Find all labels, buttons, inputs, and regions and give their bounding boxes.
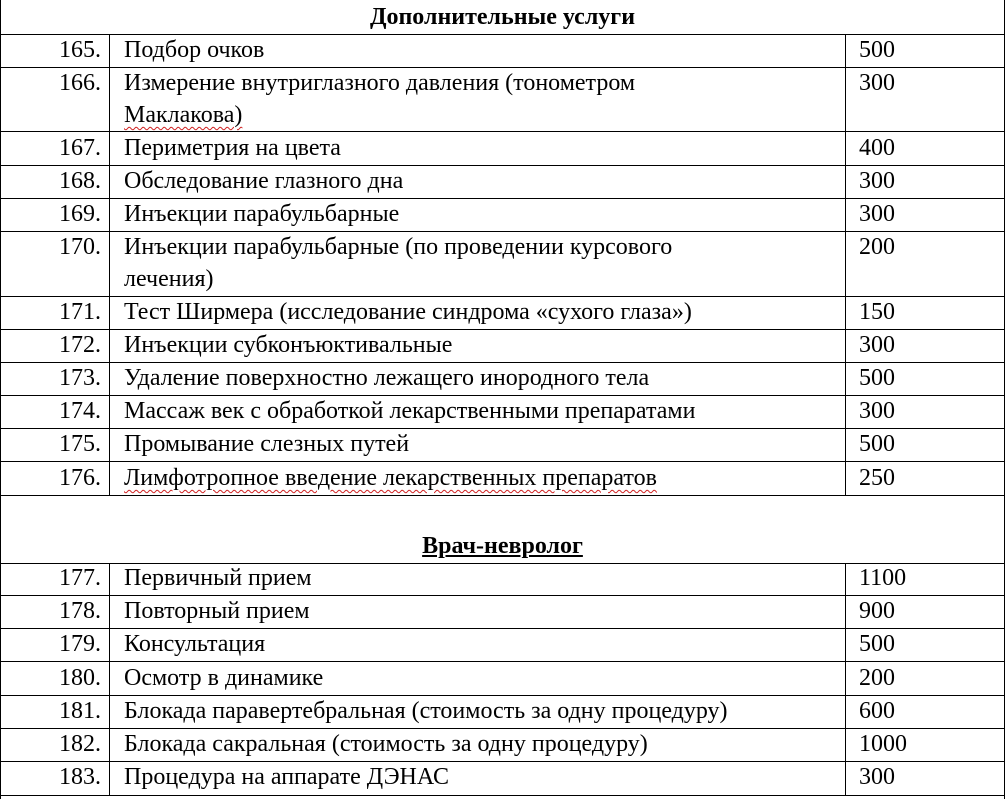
service-name: Инъекции парабульбарные <box>124 201 400 227</box>
section-heading-neurologist <box>0 530 1005 563</box>
service-number: 171. <box>59 299 101 325</box>
service-price: 400 <box>859 135 895 161</box>
service-price: 1100 <box>859 565 907 591</box>
table-row <box>0 462 1005 495</box>
service-number: 179. <box>59 631 101 657</box>
service-name: Блокада паравертебральная (стоимость за одну процедуру) <box>124 698 728 724</box>
service-number: 182. <box>59 731 101 757</box>
table-border <box>109 34 110 495</box>
service-name-continued: Маклакова) <box>124 102 243 128</box>
table-row <box>0 395 1005 428</box>
table-row <box>0 628 1005 661</box>
service-price: 300 <box>859 168 895 194</box>
service-price: 500 <box>859 37 895 63</box>
table-border <box>0 0 1 799</box>
service-price: 500 <box>859 431 895 457</box>
table-row <box>0 362 1005 395</box>
table-row <box>0 728 1005 761</box>
service-number: 169. <box>59 201 101 227</box>
service-price: 300 <box>859 764 895 790</box>
service-number: 166. <box>59 70 101 96</box>
table-row <box>0 132 1005 165</box>
section-heading-additional-services: Дополнительные услуги <box>369 4 636 30</box>
service-name: Первичный прием <box>124 565 312 591</box>
service-number: 167. <box>59 135 101 161</box>
table-row <box>0 761 1005 794</box>
service-number: 175. <box>59 431 101 457</box>
service-price: 300 <box>859 332 895 358</box>
service-name: Лимфотропное введение лекарственных препаратов <box>124 465 657 491</box>
service-price: 250 <box>859 465 895 491</box>
service-price: 900 <box>859 598 895 624</box>
service-name: Осмотр в динамике <box>124 665 324 691</box>
table-row <box>0 662 1005 695</box>
service-price: 200 <box>859 234 895 260</box>
table-border <box>0 795 1005 796</box>
service-name: Блокада сакральная (стоимость за одну процедуру) <box>124 731 648 757</box>
table-row <box>0 562 1005 595</box>
service-name: Инъекции субконъюктивальные <box>124 332 453 358</box>
service-number: 176. <box>59 465 101 491</box>
service-name-continued: лечения) <box>124 266 214 292</box>
table-row <box>0 198 1005 231</box>
service-name: Процедура на аппарате ДЭНАС <box>124 764 450 790</box>
service-number: 180. <box>59 665 101 691</box>
service-number: 165. <box>59 37 101 63</box>
service-number: 183. <box>59 764 101 790</box>
service-name: Удаление поверхностно лежащего инородного тела <box>124 365 650 391</box>
service-name: Подбор очков <box>124 37 265 63</box>
service-number: 181. <box>59 698 101 724</box>
table-border <box>845 563 846 795</box>
service-number: 172. <box>59 332 101 358</box>
service-price: 300 <box>859 70 895 96</box>
service-price: 1000 <box>859 731 907 757</box>
service-number: 174. <box>59 398 101 424</box>
service-name: Массаж век с обработкой лекарственными препаратами <box>124 398 696 424</box>
section-title: Врач-невролог <box>422 533 583 559</box>
table-border <box>109 563 110 795</box>
service-number: 173. <box>59 365 101 391</box>
service-number: 177. <box>59 565 101 591</box>
table-row <box>0 695 1005 728</box>
service-number: 168. <box>59 168 101 194</box>
service-name: Тест Ширмера (исследование синдрома «сухого глаза») <box>124 299 692 325</box>
table-border <box>0 495 1005 496</box>
service-price: 150 <box>859 299 895 325</box>
table-row <box>0 67 1005 131</box>
service-price: 200 <box>859 665 895 691</box>
table-border <box>845 34 846 495</box>
table-row <box>0 165 1005 198</box>
service-price: 500 <box>859 631 895 657</box>
service-price: 600 <box>859 698 895 724</box>
table-row <box>0 34 1005 67</box>
service-name: Периметрия на цвета <box>124 135 341 161</box>
service-price: 300 <box>859 398 895 424</box>
service-price: 500 <box>859 365 895 391</box>
table-row <box>0 595 1005 628</box>
service-number: 178. <box>59 598 101 624</box>
service-name: Инъекции парабульбарные (по проведении курсового <box>124 234 673 260</box>
table-row <box>0 329 1005 362</box>
service-name: Промывание слезных путей <box>124 431 410 457</box>
service-name: Обследование глазного дна <box>124 168 404 194</box>
table-row <box>0 231 1005 296</box>
table-row <box>0 428 1005 461</box>
service-number: 170. <box>59 234 101 260</box>
table-row <box>0 296 1005 329</box>
service-name: Измерение внутриглазного давления (тонометром <box>124 70 636 96</box>
service-name: Повторный прием <box>124 598 310 624</box>
service-price: 300 <box>859 201 895 227</box>
service-name: Консультация <box>124 631 266 657</box>
